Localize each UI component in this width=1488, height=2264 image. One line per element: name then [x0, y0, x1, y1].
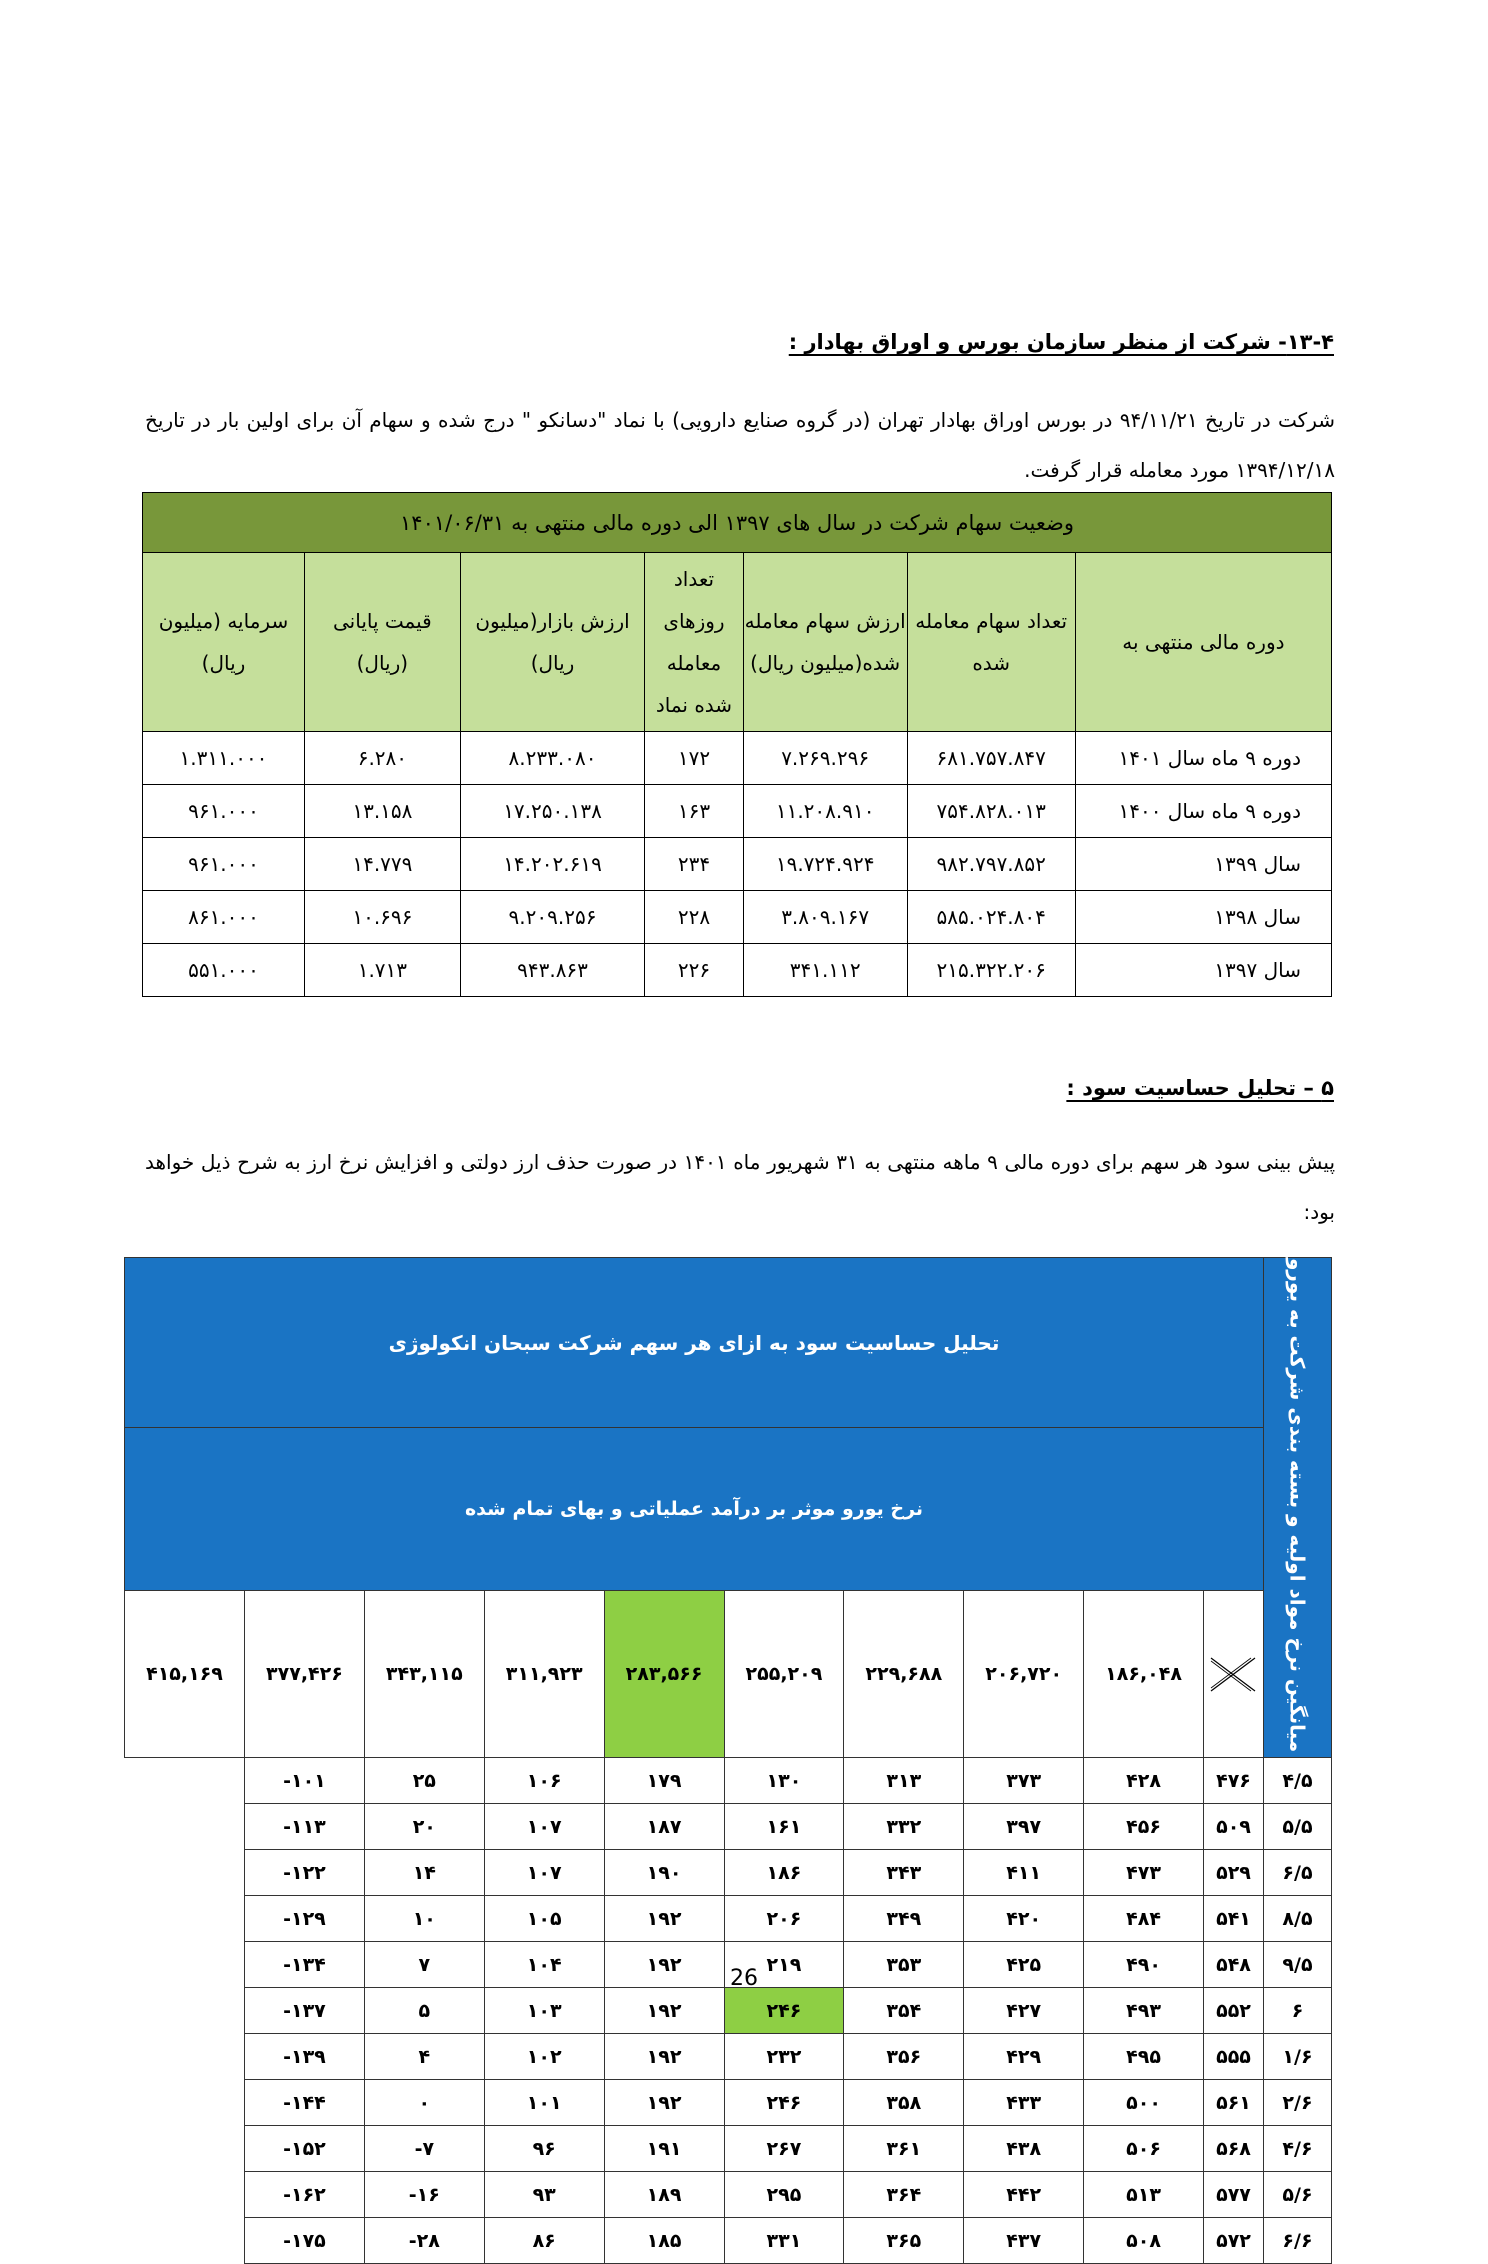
eps-value-cell: ۱۰: [364, 1896, 484, 1942]
period-cell: دوره ۹ ماه سال ۱۴۰۱: [1075, 732, 1331, 785]
table-cell: ۲۲۸: [645, 891, 743, 944]
period-cell: سال ۱۳۹۹: [1075, 838, 1331, 891]
euro-rate-header: ۳۴۳,۱۱۵: [364, 1591, 484, 1758]
eps-value-cell: ۴۲۹: [964, 2034, 1084, 2080]
page-number: 26: [730, 1966, 758, 1991]
eps-value-cell: ۱۰۲: [484, 2034, 604, 2080]
section-heading-stock-exchange: ۱۳-۴- شرکت از منظر سازمان بورس و اوراق بهادار :: [788, 330, 1334, 354]
eps-value-cell: ۱۳۷-: [245, 1988, 365, 2034]
eps-value-cell: ۹۶: [484, 2126, 604, 2172]
table-cell: ۱۶۳: [645, 785, 743, 838]
material-rate-label: ۶/۵: [1264, 1850, 1332, 1896]
corner-cell: [1204, 1591, 1264, 1758]
eps-value-cell: ۲۶۷: [724, 2126, 844, 2172]
table-cell: ۱۹.۷۲۴.۹۲۴: [743, 838, 907, 891]
material-rate-label: ۶: [1264, 1988, 1332, 2034]
eps-value-cell: ۴۳۷: [964, 2218, 1084, 2264]
eps-value-cell: ۱۸۷: [604, 1804, 724, 1850]
table-row: [125, 1758, 1332, 1804]
table-row: [143, 838, 1332, 891]
eps-value-cell: ۲۳۲: [724, 2034, 844, 2080]
euro-rate-header: ۲۸۳,۵۶۶: [604, 1591, 724, 1758]
eps-value-cell: ۲۱۹: [724, 1942, 844, 1988]
material-rate-label: ۶/۶: [1264, 2218, 1332, 2264]
eps-value-cell: ۴۷۶: [1204, 1758, 1264, 1804]
euro-rate-header: ۲۰۶,۷۲۰: [964, 1591, 1084, 1758]
eps-value-cell: ۱۶۱: [724, 1804, 844, 1850]
table-row: [125, 2218, 1332, 2264]
crossed-box-icon: [1203, 1652, 1263, 1697]
table-row: [125, 2126, 1332, 2172]
table-cell: ۱۰.۶۹۶: [304, 891, 460, 944]
eps-value-cell: ۴۲۷: [964, 1988, 1084, 2034]
table-cell: ۱۱.۲۰۸.۹۱۰: [743, 785, 907, 838]
period-cell: دوره ۹ ماه سال ۱۴۰۰: [1075, 785, 1331, 838]
table-cell: ۸۶۱.۰۰۰: [143, 891, 305, 944]
eps-value-cell: ۵۲۹: [1204, 1850, 1264, 1896]
eps-value-cell: ۱۷۵-: [245, 2218, 365, 2264]
euro-rate-header: ۲۵۵,۲۰۹: [724, 1591, 844, 1758]
eps-value-cell: ۱۳۴-: [245, 1942, 365, 1988]
eps-value-cell: ۵۵۲: [1204, 1988, 1264, 2034]
table-row: [125, 2034, 1332, 2080]
eps-value-cell: ۱۴: [364, 1850, 484, 1896]
eps-value-cell: ۵۰۶: [1084, 2126, 1204, 2172]
eps-value-cell: ۲۰۶: [724, 1896, 844, 1942]
stock-table-header: سرمایه (میلیون ریال): [143, 553, 305, 732]
euro-rate-header: ۲۲۹,۶۸۸: [844, 1591, 964, 1758]
eps-value-cell: ۱۰۱: [484, 2080, 604, 2126]
euro-rate-header: ۳۷۷,۴۲۶: [245, 1591, 365, 1758]
eps-value-cell: ۴۲۵: [964, 1942, 1084, 1988]
eps-value-cell: ۴۳۳: [964, 2080, 1084, 2126]
eps-value-cell: ۴۷۳: [1084, 1850, 1204, 1896]
eps-value-cell: ۰: [364, 2080, 484, 2126]
euro-rate-header: ۳۱۱,۹۲۳: [484, 1591, 604, 1758]
eps-value-cell: ۱۳۹-: [245, 2034, 365, 2080]
eps-value-cell: ۱۰۱-: [245, 1758, 365, 1804]
table-cell: ۹۸۲.۷۹۷.۸۵۲: [907, 838, 1075, 891]
eps-value-cell: ۵۶۱: [1204, 2080, 1264, 2126]
eps-value-cell: ۲۰: [364, 1804, 484, 1850]
eps-value-cell: ۵۰۰: [1084, 2080, 1204, 2126]
eps-value-cell: ۱۹۲: [604, 2034, 724, 2080]
table-cell: ۳۴۱.۱۱۲: [743, 944, 907, 997]
eps-value-cell: ۱۰۶: [484, 1758, 604, 1804]
eps-value-cell: ۱۵۲-: [245, 2126, 365, 2172]
table-cell: ۱.۳۱۱.۰۰۰: [143, 732, 305, 785]
table-row: [125, 2080, 1332, 2126]
eps-value-cell: ۱۹۰: [604, 1850, 724, 1896]
stock-table-header: ارزش بازار(میلیون ریال): [460, 553, 645, 732]
table-cell: ۵۸۵.۰۲۴.۸۰۴: [907, 891, 1075, 944]
table-cell: ۳.۸۰۹.۱۶۷: [743, 891, 907, 944]
eps-value-cell: ۵۴۱: [1204, 1896, 1264, 1942]
table-row: [143, 732, 1332, 785]
table-cell: ۹۴۳.۸۶۳: [460, 944, 645, 997]
section-paragraph-listing: شرکت در تاریخ ۹۴/۱۱/۲۱ در بورس اوراق بهادار تهران (در گروه صنایع دارویی) با نماد "دسانکو " درج شده و سهام آن برای اولین بار در تاریخ ۱۳۹۴/۱۲/۱۸ مورد معامله قرار گرفت.: [145, 408, 1335, 482]
table-cell: ۱.۷۱۳: [304, 944, 460, 997]
table-row: [125, 1804, 1332, 1850]
eps-value-cell: ۴۵۶: [1084, 1804, 1204, 1850]
table-cell: ۹۶۱.۰۰۰: [143, 838, 305, 891]
material-rate-label: ۵/۵: [1264, 1804, 1332, 1850]
eps-value-cell: ۵۵۵: [1204, 2034, 1264, 2080]
section-paragraph-sensitivity: پیش بینی سود هر سهم برای دوره مالی ۹ ماهه منتهی به ۳۱ شهریور ماه ۱۴۰۱ در صورت حذف ارز دولتی و افزایش نرخ ارز به شرح ذیل خواهد بود:: [145, 1150, 1336, 1224]
eps-value-cell: ۵۰۹: [1204, 1804, 1264, 1850]
table-cell: ۶.۲۸۰: [304, 732, 460, 785]
table-cell: ۹.۲۰۹.۲۵۶: [460, 891, 645, 944]
euro-rate-header: ۴۱۵,۱۶۹: [125, 1591, 245, 1758]
eps-value-cell: ۹۳: [484, 2172, 604, 2218]
table-row: [125, 1850, 1332, 1896]
eps-value-cell: ۱۶۲-: [245, 2172, 365, 2218]
period-cell: سال ۱۳۹۷: [1075, 944, 1331, 997]
eps-value-cell: ۴۸۴: [1084, 1896, 1204, 1942]
eps-value-cell: ۳۴۳: [844, 1850, 964, 1896]
table-cell: ۶۸۱.۷۵۷.۸۴۷: [907, 732, 1075, 785]
eps-value-cell: ۱۰۷: [484, 1850, 604, 1896]
eps-value-cell: ۳۳۲: [844, 1804, 964, 1850]
eps-value-cell: ۱۷۹: [604, 1758, 724, 1804]
eps-value-cell: ۵۶۸: [1204, 2126, 1264, 2172]
material-rate-label: ۵/۶: [1264, 2172, 1332, 2218]
eps-value-cell: ۱۲۹-: [245, 1896, 365, 1942]
table-row: [125, 2172, 1332, 2218]
table-cell: ۲۳۴: [645, 838, 743, 891]
table-row: [125, 1896, 1332, 1942]
period-cell: سال ۱۳۹۸: [1075, 891, 1331, 944]
eps-value-cell: ۱۹۲: [604, 1942, 724, 1988]
eps-value-cell: ۲۴۶: [724, 1988, 844, 2034]
eps-value-cell: ۴: [364, 2034, 484, 2080]
eps-value-cell: ۸۶: [484, 2218, 604, 2264]
eps-value-cell: ۴۲۰: [964, 1896, 1084, 1942]
eps-value-cell: ۲۹۵: [724, 2172, 844, 2218]
eps-value-cell: ۵: [364, 1988, 484, 2034]
eps-value-cell: ۴۴۲: [964, 2172, 1084, 2218]
eps-value-cell: ۴۲۸: [1084, 1758, 1204, 1804]
table-cell: ۲۱۵.۳۲۲.۲۰۶: [907, 944, 1075, 997]
side-label-cell: [1264, 1258, 1332, 1758]
eps-value-cell: ۱۹۲: [604, 1988, 724, 2034]
eps-value-cell: ۴۱۱: [964, 1850, 1084, 1896]
eps-value-cell: ۳۱۳: [844, 1758, 964, 1804]
eps-value-cell: ۱۲۲-: [245, 1850, 365, 1896]
eps-value-cell: ۱۰۷: [484, 1804, 604, 1850]
eps-value-cell: ۱۸۶: [724, 1850, 844, 1896]
section-heading-sensitivity: ۵ – تحلیل حساسیت سود :: [1066, 1076, 1334, 1100]
eps-value-cell: ۱۰۴: [484, 1942, 604, 1988]
eps-value-cell: ۵۰۸: [1084, 2218, 1204, 2264]
table-row: [143, 891, 1332, 944]
euro-rate-header: ۱۸۶,۰۴۸: [1084, 1591, 1204, 1758]
eps-value-cell: ۳۳۱: [724, 2218, 844, 2264]
eps-value-cell: ۴۹۵: [1084, 2034, 1204, 2080]
table-cell: ۱۴.۷۷۹: [304, 838, 460, 891]
material-rate-label: ۴/۶: [1264, 2126, 1332, 2172]
eps-value-cell: ۱۴۴-: [245, 2080, 365, 2126]
table-cell: ۸.۲۳۳.۰۸۰: [460, 732, 645, 785]
eps-value-cell: ۷-: [364, 2126, 484, 2172]
material-rate-label: ۴/۵: [1264, 1758, 1332, 1804]
eps-value-cell: ۳۵۳: [844, 1942, 964, 1988]
eps-value-cell: ۷: [364, 1942, 484, 1988]
eps-value-cell: ۱۹۲: [604, 2080, 724, 2126]
table-cell: ۱۳.۱۵۸: [304, 785, 460, 838]
eps-value-cell: ۲۴۶: [724, 2080, 844, 2126]
table-row: [143, 785, 1332, 838]
table-row: [143, 944, 1332, 997]
eps-value-cell: ۳۵۶: [844, 2034, 964, 2080]
table-cell: ۱۴.۲۰۲.۶۱۹: [460, 838, 645, 891]
table-cell: ۹۶۱.۰۰۰: [143, 785, 305, 838]
eps-value-cell: ۵۷۲: [1204, 2218, 1264, 2264]
stock-status-table: [142, 492, 1332, 997]
stock-table-header: دوره مالی منتهی به: [1075, 553, 1331, 732]
eps-value-cell: ۱۱۳-: [245, 1804, 365, 1850]
eps-value-cell: ۳۹۷: [964, 1804, 1084, 1850]
eps-value-cell: ۱۹۲: [604, 1896, 724, 1942]
eps-value-cell: ۳۷۳: [964, 1758, 1084, 1804]
eps-value-cell: ۳۶۱: [844, 2126, 964, 2172]
stock-table-title: وضعیت سهام شرکت در سال های ۱۳۹۷ الی دوره مالی منتهی به ۱۴۰۱/۰۶/۳۱: [143, 493, 1332, 553]
stock-table-header: ارزش سهام معامله شده(میلیون ریال): [743, 553, 907, 732]
eps-value-cell: ۱۸۵: [604, 2218, 724, 2264]
eps-value-cell: ۲۸-: [364, 2218, 484, 2264]
table-cell: ۷.۲۶۹.۲۹۶: [743, 732, 907, 785]
table-cell: ۷۵۴.۸۲۸.۰۱۳: [907, 785, 1075, 838]
eps-value-cell: ۱۰۵: [484, 1896, 604, 1942]
sensitivity-table-title: تحلیل حساسیت سود به ازای هر سهم شرکت سبحان انکولوژی: [125, 1258, 1264, 1428]
material-rate-label: ۹/۵: [1264, 1942, 1332, 1988]
eps-value-cell: ۳۶۵: [844, 2218, 964, 2264]
side-label: میانگین نرخ مواد اولیه و بسته بندی شرکت به یورو: [1285, 1258, 1310, 1753]
table-cell: ۲۲۶: [645, 944, 743, 997]
sensitivity-table-subtitle: نرخ یورو موثر بر درآمد عملیاتی و بهای تمام شده: [125, 1428, 1264, 1591]
eps-value-cell: ۲۵: [364, 1758, 484, 1804]
eps-value-cell: ۱۰۳: [484, 1988, 604, 2034]
eps-value-cell: ۱۶-: [364, 2172, 484, 2218]
eps-value-cell: ۳۵۸: [844, 2080, 964, 2126]
table-cell: ۵۵۱.۰۰۰: [143, 944, 305, 997]
eps-value-cell: ۴۳۸: [964, 2126, 1084, 2172]
eps-value-cell: ۳۶۴: [844, 2172, 964, 2218]
eps-value-cell: ۴۹۳: [1084, 1988, 1204, 2034]
material-rate-label: ۸/۵: [1264, 1896, 1332, 1942]
eps-value-cell: ۱۳۰: [724, 1758, 844, 1804]
stock-table-header: قیمت پایانی (ریال): [304, 553, 460, 732]
stock-table-header: تعداد روزهای معامله شده نماد: [645, 553, 743, 732]
table-row: [125, 1988, 1332, 2034]
eps-value-cell: ۳۴۹: [844, 1896, 964, 1942]
eps-value-cell: ۵۴۸: [1204, 1942, 1264, 1988]
stock-table-header: تعداد سهام معامله شده: [907, 553, 1075, 732]
table-cell: ۱۷۲: [645, 732, 743, 785]
sensitivity-table: [124, 1257, 1332, 2264]
material-rate-label: ۱/۶: [1264, 2034, 1332, 2080]
eps-value-cell: ۴۹۰: [1084, 1942, 1204, 1988]
eps-value-cell: ۱۸۹: [604, 2172, 724, 2218]
table-cell: ۱۷.۲۵۰.۱۳۸: [460, 785, 645, 838]
eps-value-cell: ۵۷۷: [1204, 2172, 1264, 2218]
material-rate-label: ۲/۶: [1264, 2080, 1332, 2126]
eps-value-cell: ۱۹۱: [604, 2126, 724, 2172]
eps-value-cell: ۵۱۳: [1084, 2172, 1204, 2218]
eps-value-cell: ۳۵۴: [844, 1988, 964, 2034]
